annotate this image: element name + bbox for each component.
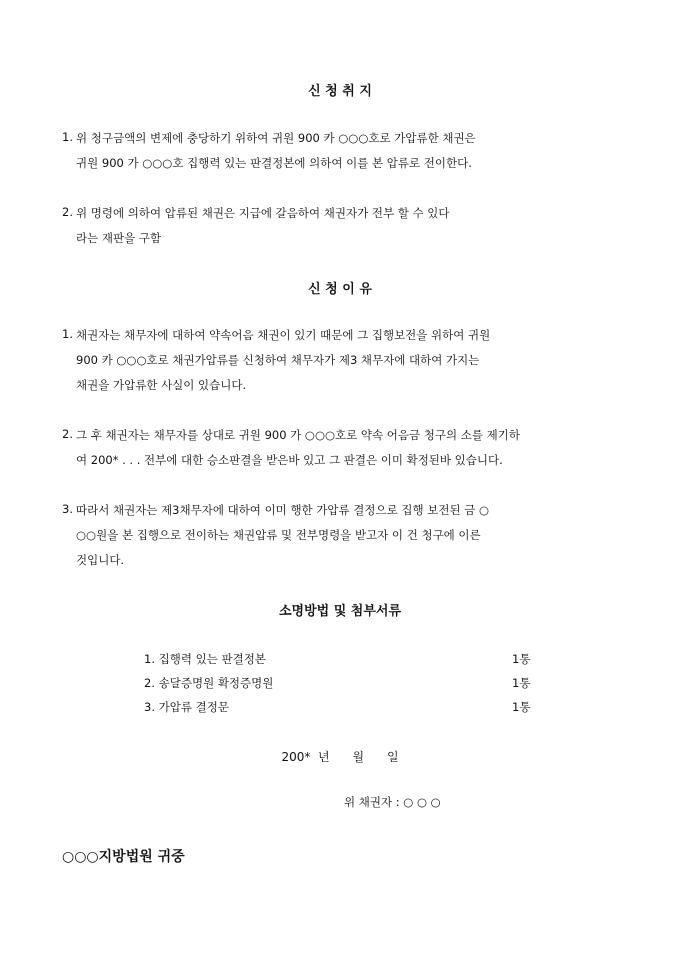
item-line: 위 명령에 의하여 압류된 채권은 지급에 갈음하여 채권자가 전부 할 수 있다 [76,206,450,220]
item-line: 라는 재판을 구함 [76,231,162,245]
item-number: 1. [62,130,73,144]
item-number: 3. [62,502,73,516]
item-line: 채권을 가압류한 사실이 있습니다. [76,378,247,392]
item-line: 여 200* . . . 전부에 대한 승소판결을 받은바 있고 그 판결은 이미 확정된바 있습니다. [76,453,503,467]
item-line: 900 카 ○○○호로 채권가압류를 신청하여 채무자가 제3 채무자에 대하여 가지는 [76,353,480,367]
item-line: 것입니다. [76,553,125,567]
court-addressee: ○○○지방법원 귀중 [62,849,185,865]
purpose-heading: 신 청 취 지 [308,84,372,99]
item-number: 2. [62,205,73,219]
item-number: 2. [62,427,73,441]
item-number: 1. [62,327,73,341]
attachment-label: 3. 가압류 결정문 [144,700,229,714]
item-line: ○○원을 본 집행으로 전이하는 채권압류 및 전부명령을 받고자 이 건 청구에 이른 [76,528,481,542]
item-line: 귀원 900 가 ○○○호 집행력 있는 판결정본에 의하여 이를 본 압류로 전이한다. [76,156,472,170]
attachment-quantity: 1통 [512,652,531,666]
attachment-label: 2. 송달증명원 확정증명원 [144,676,274,690]
attachment-quantity: 1통 [512,676,531,690]
attachment-label: 1. 집행력 있는 판결정본 [144,652,266,666]
applicant-line: 위 채권자 : ○ ○ ○ [344,795,441,809]
reasons-heading: 신 청 이 유 [308,282,372,297]
item-line: 그 후 채권자는 채무자를 상대로 귀원 900 가 ○○○호로 약속 어음금 청구의 소를 제기하 [76,428,520,442]
attachment-quantity: 1통 [512,700,531,714]
item-line: 채권자는 채무자에 대하여 약속어음 채권이 있기 때문에 그 집행보전을 위하여 귀원 [76,328,491,342]
attachments-heading: 소명방법 및 첨부서류 [278,604,402,619]
filing-date: 200* 년 월 일 [281,750,399,764]
item-line: 위 청구금액의 변제에 충당하기 위하여 귀원 900 카 ○○○호로 가압류한 채권은 [76,131,476,145]
item-line: 따라서 채권자는 제3채무자에 대하여 이미 행한 가압류 결정으로 집행 보전된 금 ○ [76,503,490,517]
